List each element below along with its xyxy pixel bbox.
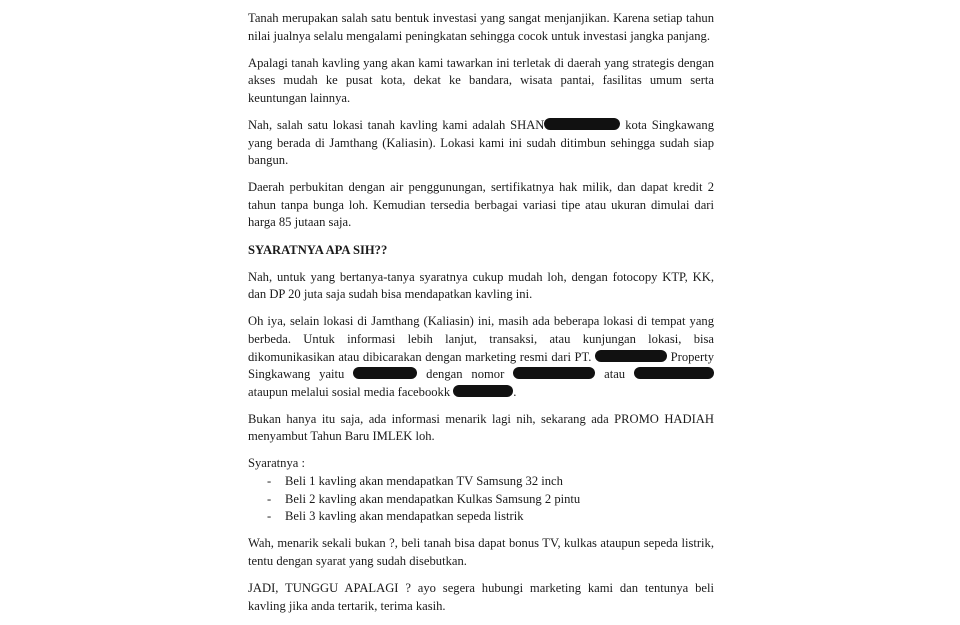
redacted-marketing-name: [353, 367, 417, 379]
paragraph-bonus-summary: Wah, menarik sekali bukan ?, beli tanah bisa dapat bonus TV, kulkas ataupun sepeda listrik, tentu dengan syarat yang sudah disebutkan.: [248, 536, 714, 568]
redacted-phone-number-1: [513, 367, 595, 379]
redacted-facebook-name: [453, 385, 513, 397]
paragraph-location-name: [248, 117, 714, 170]
paragraph-call-to-action: JADI, TUNGGU APALAGI ? ayo segera hubungi marketing kami dan tentunya beli kavling jika anda tertarik, terima kasih.: [248, 581, 714, 613]
paragraph-promo: Bukan hanya itu saja, ada informasi menarik lagi nih, sekarang ada PROMO HADIAH menyambut Tahun Baru IMLEK loh.: [248, 411, 714, 444]
document-page: [248, 10, 714, 625]
text-segment: dengan nomor: [417, 367, 514, 382]
list-item: [248, 473, 714, 491]
list-item-text: Beli 3 kavling akan mendapatkan sepeda listrik: [285, 509, 524, 524]
text-segment: atau: [595, 367, 634, 382]
paragraph-intro: Tanah merupakan salah satu bentuk investasi yang sangat menjanjikan. Karena setiap tahun nilai jualnya selalu mengalami peningkatan sehingga cocok untuk investasi jangka panjang.: [248, 11, 714, 43]
list-intro: Syaratnya :: [248, 456, 306, 471]
text-segment: kota Singkawang yang berada di Jamthang (Kaliasin). Lokasi kami ini sudah ditimbun sehingga sudah siap bangun.: [248, 117, 714, 168]
list-item-text: Beli 2 kavling akan mendapatkan Kulkas Samsung 2 pintu: [285, 491, 581, 506]
redacted-location-name: [544, 118, 620, 130]
text-segment: Nah, salah satu lokasi tanah kavling kami adalah SHAN: [248, 117, 545, 132]
text-segment: .: [513, 384, 517, 399]
text-segment: ataupun melalui sosial media facebookk: [248, 384, 454, 399]
paragraph-terrain-price: Daerah perbukitan dengan air penggunungan, sertifikatnya hak milik, dan dapat kredit 2 tahun tanpa bunga loh. Kemudian tersedia berbagai variasi tipe atau ukuran dimulai dari harga 85 jutaan saja.: [248, 180, 714, 230]
redacted-company-name: [595, 350, 667, 362]
paragraph-location-benefits: Apalagi tanah kavling yang akan kami tawarkan ini terletak di daerah yang strategis dengan akses mudah ke pusat kota, dekat ke bandara, wisata pantai, fasilitas umum serta keuntungan lainnya.: [248, 55, 714, 105]
section-heading: SYARATNYA APA SIH??: [248, 242, 388, 257]
paragraph-contact: [248, 313, 714, 401]
redacted-phone-number-2: [634, 367, 714, 379]
text-segment: Property Singkawang yaitu: [248, 349, 714, 382]
dash-bullet-icon: -: [267, 474, 272, 489]
dash-bullet-icon: -: [267, 491, 272, 506]
dash-bullet-icon: -: [267, 509, 272, 524]
list-item: [248, 508, 714, 526]
promo-list: [248, 473, 714, 526]
text-segment: Oh iya, selain lokasi di Jamthang (Kaliasin) ini, masih ada beberapa lokasi di tempat yang berbeda. Untuk informasi lebih lanjut, transaksi, atau kunjungan lokasi, bisa dikomunikasikan atau dibicarakan dengan marketing resmi dari PT.: [248, 314, 714, 364]
paragraph-requirements: Nah, untuk yang bertanya-tanya syaratnya cukup mudah loh, dengan fotocopy KTP, KK, dan DP 20 juta saja sudah bisa mendapatkan kavling ini.: [248, 269, 714, 302]
list-item-text: Beli 1 kavling akan mendapatkan TV Samsung 32 inch: [285, 474, 563, 489]
list-item: [248, 491, 714, 509]
